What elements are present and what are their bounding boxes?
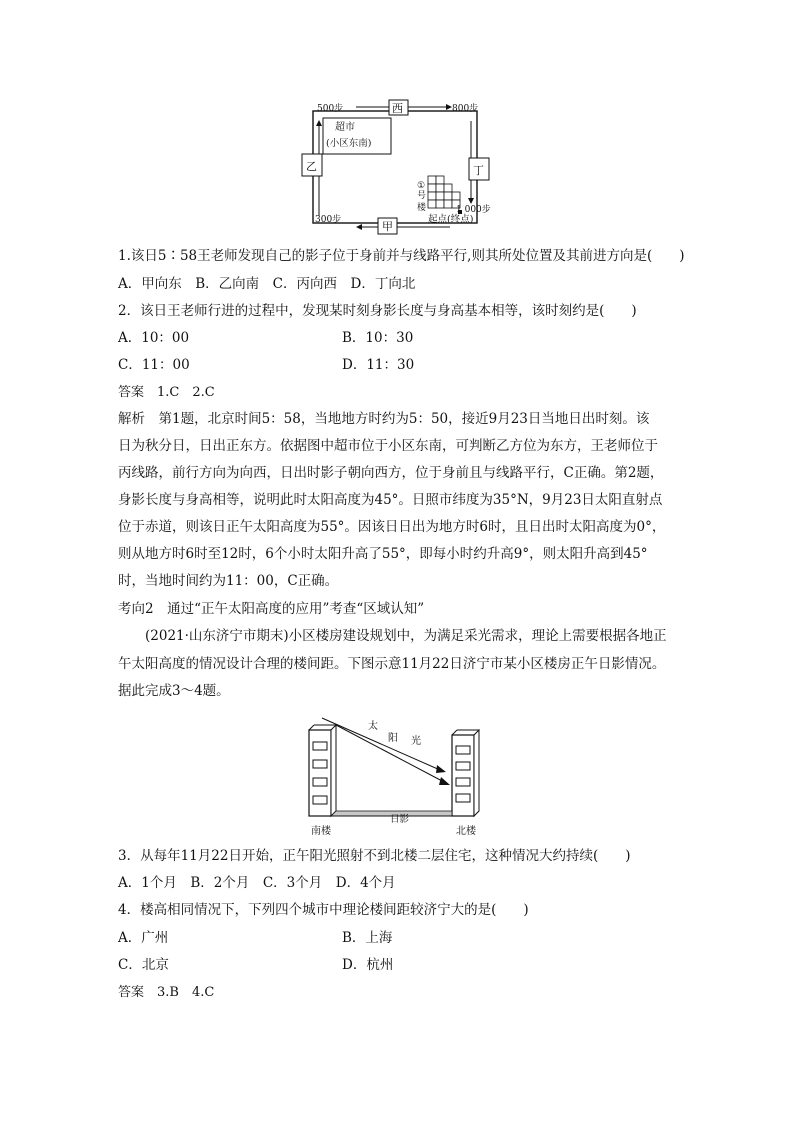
q2-stem: 2．该日王老师行进的过程中，发现某时刻身影长度与身高基本相等，该时刻约是( ) bbox=[118, 303, 637, 319]
label-top-right: 800步 bbox=[452, 104, 479, 114]
analysis-line: 日为秋分日，日出正东方。依据图中超市位于小区东南，可判断乙方位为东方，王老师位于 bbox=[118, 438, 658, 454]
section-heading: 考向2 通过“正午太阳高度的应用”考查“区域认知” bbox=[118, 601, 425, 617]
south-building-label: 南楼 bbox=[311, 826, 331, 837]
label-right-mid: 丁 bbox=[473, 164, 484, 177]
analysis-line: 时，当地时间约为11：00，C正确。 bbox=[118, 573, 339, 589]
q2-option-d: D．11：30 bbox=[342, 357, 415, 373]
label-left-mid: 乙 bbox=[306, 160, 317, 173]
label-bottom-mid: 甲 bbox=[382, 220, 393, 233]
sun-char-1: 太 bbox=[368, 721, 378, 732]
supermarket-sublabel: (小区东南) bbox=[326, 138, 372, 149]
intro-line: (2021·山东济宁市期末)小区楼房建设规划中，为满足采光需求，理论上需要根据各地正 bbox=[118, 628, 667, 644]
q4-option-b: B．上海 bbox=[342, 930, 393, 946]
shadow-label: 日影 bbox=[390, 814, 410, 825]
building-number: ① bbox=[417, 181, 426, 191]
q3-stem: 3．从每年11月22日开始，正午阳光照射不到北楼二层住宅，这种情况大约持续( ) bbox=[118, 848, 631, 864]
q2-option-c: C．11：00 bbox=[118, 357, 190, 373]
analysis-line: 解析 第1题，北京时间5：58，当地地方时约为5：50，接近9月23日当地日出时刻。该 bbox=[118, 411, 650, 427]
label-top-left: 500步 bbox=[317, 104, 344, 114]
intro-line: 据此完成3～4题。 bbox=[118, 683, 230, 699]
q1-options: A．甲向东 B．乙向南 C．丙向西 D．丁向北 bbox=[118, 276, 416, 292]
supermarket-label: 超市 bbox=[335, 122, 355, 133]
route-map-figure bbox=[300, 96, 500, 236]
q4-option-c: C．北京 bbox=[118, 957, 169, 973]
q2-option-b: B．10：30 bbox=[342, 330, 414, 346]
analysis-line: 身影长度与身高相等，说明此时太阳高度为45°。日照市纬度为35°N，9月23日太阳直射点 bbox=[118, 492, 663, 508]
sun-char-3: 光 bbox=[411, 736, 421, 747]
q3-options: A．1个月 B．2个月 C．3个月 D．4个月 bbox=[118, 875, 396, 891]
sun-char-2: 阳 bbox=[388, 733, 398, 744]
q4-option-d: D．杭州 bbox=[342, 957, 394, 973]
q1-stem: 1.该日5∶58王老师发现自己的影子位于身前并与线路平行,则其所处位置及其前进方向是( ) bbox=[118, 248, 685, 264]
building-hao: 号 bbox=[417, 191, 427, 201]
q2-option-a: A．10：00 bbox=[118, 330, 190, 346]
building-shadow-figure bbox=[300, 706, 490, 840]
label-start: 起点(终点) bbox=[428, 214, 474, 225]
intro-line: 午太阳高度的情况设计合理的楼间距。下图示意11月22日济宁市某小区楼房正午日影情况。 bbox=[118, 656, 666, 672]
analysis-line: 位于赤道，则该日正午太阳高度为55°。因该日日出为地方时6时，且日出时太阳高度为0°， bbox=[118, 519, 666, 535]
analysis-line: 则从地方时6时至12时，6个小时太阳升高了55°，即每小时约升高9°，则太阳升高到45° bbox=[118, 546, 648, 562]
q4-stem: 4．楼高相同情况下，下列四个城市中理论楼间距较济宁大的是( ) bbox=[118, 902, 529, 918]
q4-option-a: A．广州 bbox=[118, 930, 169, 946]
label-bottom-right: 1 000步 bbox=[456, 205, 491, 215]
label-top-mid: 西 bbox=[392, 102, 403, 115]
analysis-line: 丙线路，前行方向为向西，日出时影子朝向西方，位于身前且与线路平行，C正确。第2题， bbox=[118, 465, 664, 481]
label-bottom-left: 300步 bbox=[315, 215, 342, 225]
answer-3-4: 答案 3.B 4.C bbox=[118, 985, 215, 1000]
north-building-label: 北楼 bbox=[456, 826, 476, 837]
answer-1-2: 答案 1.C 2.C bbox=[118, 385, 215, 400]
building-lou: 楼 bbox=[417, 203, 427, 213]
